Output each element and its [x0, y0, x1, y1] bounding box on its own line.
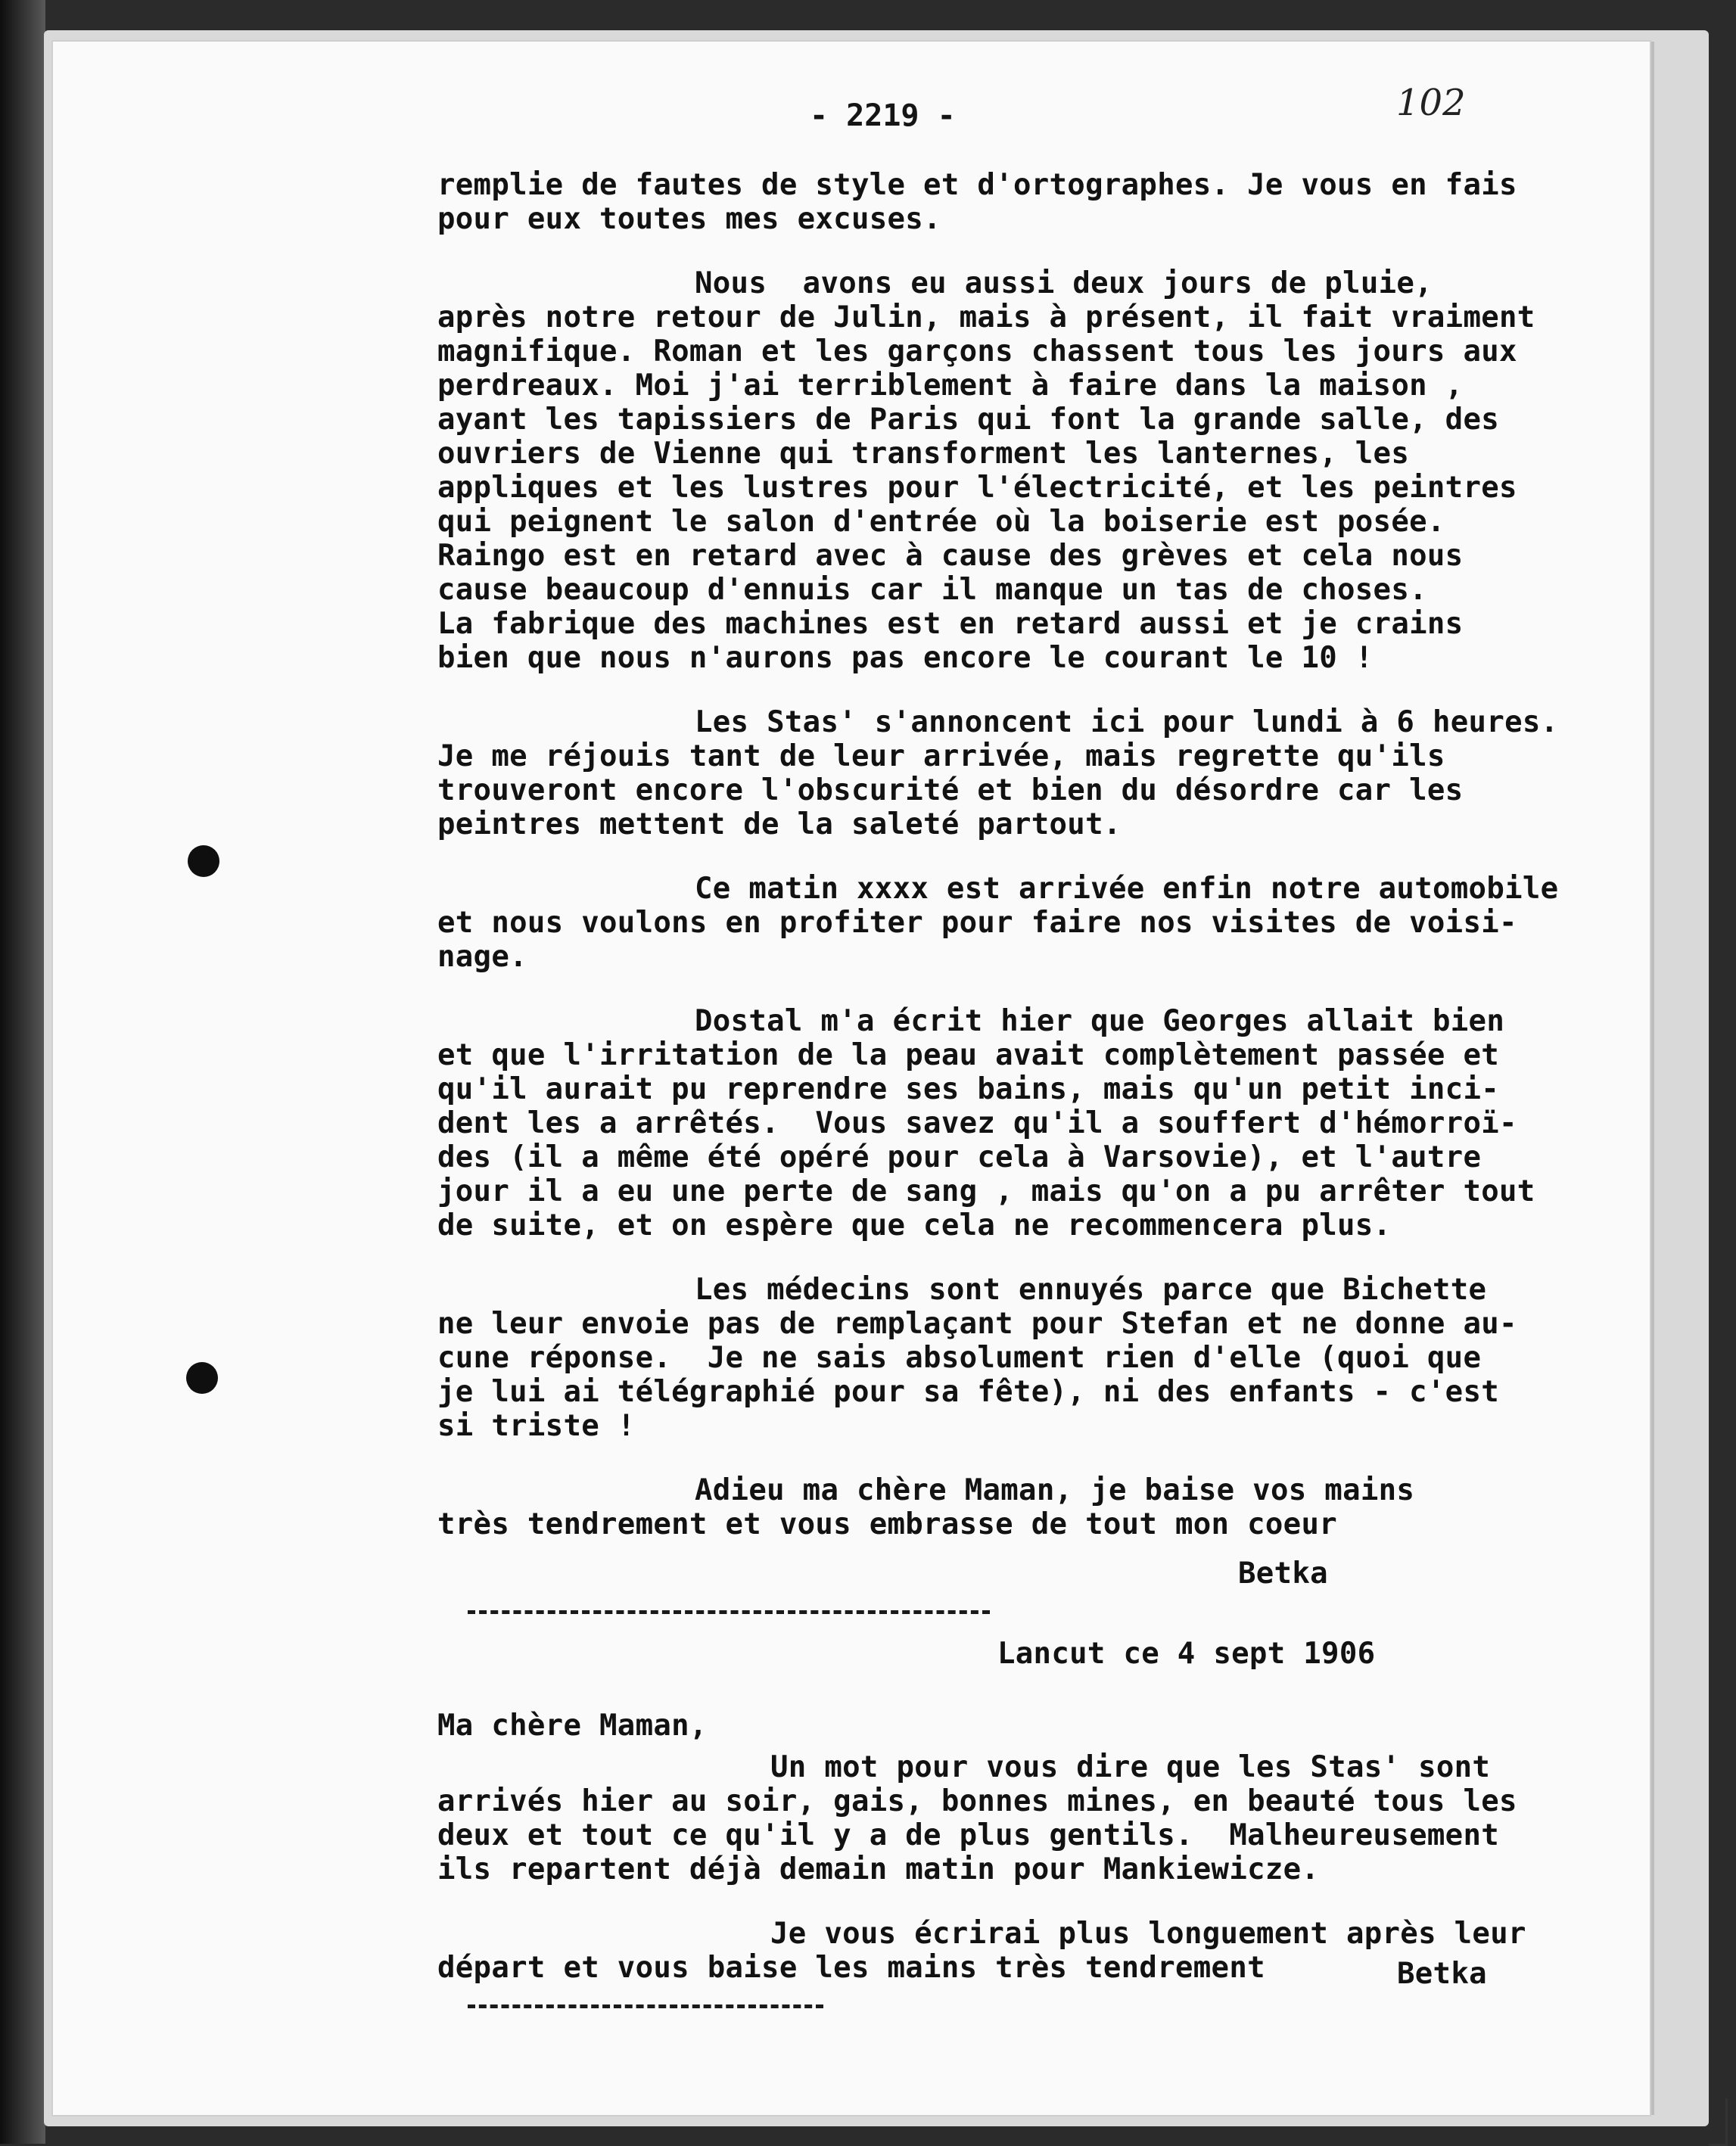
text-line: et que l'irritation de la peau avait complètement passée et — [437, 1038, 1500, 1072]
text-line: Adieu ma chère Maman, je baise vos mains — [695, 1473, 1415, 1507]
text-line: peintres mettent de la saleté partout. — [437, 807, 1122, 841]
text-line: pour eux toutes mes excuses. — [437, 202, 941, 236]
text-line: Je vous écrirai plus longuement après leur — [770, 1917, 1526, 1951]
text-line: qui peignent le salon d'entrée où la boiserie est posée. — [437, 505, 1445, 539]
text-line: ayant les tapissiers de Paris qui font la grande salle, des — [437, 403, 1500, 437]
text-line: Nous avons eu aussi deux jours de pluie, — [695, 266, 1433, 300]
text-line: remplie de fautes de style et d'ortographes. Je vous en fais — [437, 168, 1517, 202]
punch-hole-top — [188, 845, 219, 877]
text-line: nage. — [437, 940, 527, 974]
text-line: Raingo est en retard avec à cause des grèves et cela nous — [437, 539, 1464, 573]
letter-separator — [468, 1610, 990, 1614]
text-line: très tendrement et vous embrasse de tout mon coeur — [437, 1507, 1337, 1541]
text-line: cune réponse. Je ne sais absolument rien d'elle (quoi que — [437, 1341, 1482, 1375]
text-line: dent les a arrêtés. Vous savez qu'il a souffert d'hémorroï- — [437, 1106, 1517, 1140]
text-line: si triste ! — [437, 1409, 636, 1443]
paragraph-closing — [437, 1473, 1618, 1541]
text-line: Dostal m'a écrit hier que Georges allait bien — [695, 1004, 1505, 1038]
text-line: arrivés hier au soir, gais, bonnes mines, en beauté tous les — [437, 1784, 1517, 1818]
letter-body — [437, 168, 1618, 2031]
text-line: cause beaucoup d'ennuis car il manque un tas de choses. — [437, 573, 1427, 607]
signature: Betka — [1397, 1957, 1487, 1991]
archive-number: 102 — [1396, 82, 1466, 124]
text-line: magnifique. Roman et les garçons chassent tous les jours aux — [437, 334, 1517, 369]
text-line: je lui ai télégraphié pour sa fête), ni des enfants - c'est — [437, 1375, 1500, 1409]
salutation: Ma chère Maman, — [437, 1709, 708, 1743]
text-line: Les Stas' s'annoncent ici pour lundi à 6 heures. — [695, 705, 1559, 739]
text-line: qu'il aurait pu reprendre ses bains, mais qu'un petit inci- — [437, 1072, 1500, 1106]
binder-edge — [0, 0, 45, 2144]
text-line: appliques et les lustres pour l'électricité, et les peintres — [437, 471, 1517, 505]
text-line: après notre retour de Julin, mais à présent, il fait vraiment — [437, 300, 1535, 334]
text-line: deux et tout ce qu'il y a de plus gentils. Malheureusement — [437, 1818, 1500, 1852]
text-line: ouvriers de Vienne qui transforment les lanternes, les — [437, 437, 1410, 471]
page-number: - 2219 - — [810, 98, 956, 133]
text-line: départ et vous baise les mains très tendrement — [437, 1951, 1265, 1985]
text-line: Ce matin xxxx est arrivée enfin notre automobile — [695, 872, 1559, 906]
letter-date: Lancut ce 4 sept 1906 — [997, 1637, 1376, 1671]
paragraph-georges-health — [437, 1004, 1618, 1243]
text-line: et nous voulons en profiter pour faire nos visites de voisi- — [437, 906, 1517, 940]
text-line: ils repartent déjà demain matin pour Mankiewicze. — [437, 1852, 1320, 1886]
text-line: Un mot pour vous dire que les Stas' sont — [770, 1750, 1491, 1784]
paragraph-stas-visit — [437, 705, 1618, 841]
signature: Betka — [1238, 1557, 1328, 1591]
paragraph-bichette — [437, 1273, 1618, 1443]
page-corner-mark — [1709, 2098, 1728, 2146]
text-line: bien que nous n'aurons pas encore le courant le 10 ! — [437, 641, 1374, 675]
text-line: Les médecins sont ennuyés parce que Bichette — [695, 1273, 1487, 1307]
punch-hole-bottom — [186, 1362, 218, 1394]
paragraph-household — [437, 266, 1618, 675]
text-line: des (il a même été opéré pour cela à Varsovie), et l'autre — [437, 1140, 1482, 1174]
paragraph-automobile — [437, 872, 1618, 974]
paragraph-arrival — [437, 1750, 1618, 1886]
text-line: ne leur envoie pas de remplaçant pour Stefan et ne donne au- — [437, 1307, 1517, 1341]
text-line: Je me réjouis tant de leur arrivée, mais regrette qu'ils — [437, 739, 1445, 773]
text-line: jour il a eu une perte de sang , mais qu'on a pu arrêter tout — [437, 1174, 1535, 1208]
paragraph-farewell — [437, 1917, 1618, 1991]
text-line: de suite, et on espère que cela ne recommencera plus. — [437, 1208, 1392, 1243]
paragraph-continuation — [437, 168, 1618, 236]
text-line: trouveront encore l'obscurité et bien du désordre car les — [437, 773, 1464, 807]
end-separator — [468, 2004, 823, 2008]
text-line: perdreaux. Moi j'ai terriblement à faire dans la maison , — [437, 369, 1464, 403]
text-line: La fabrique des machines est en retard aussi et je crains — [437, 607, 1464, 641]
